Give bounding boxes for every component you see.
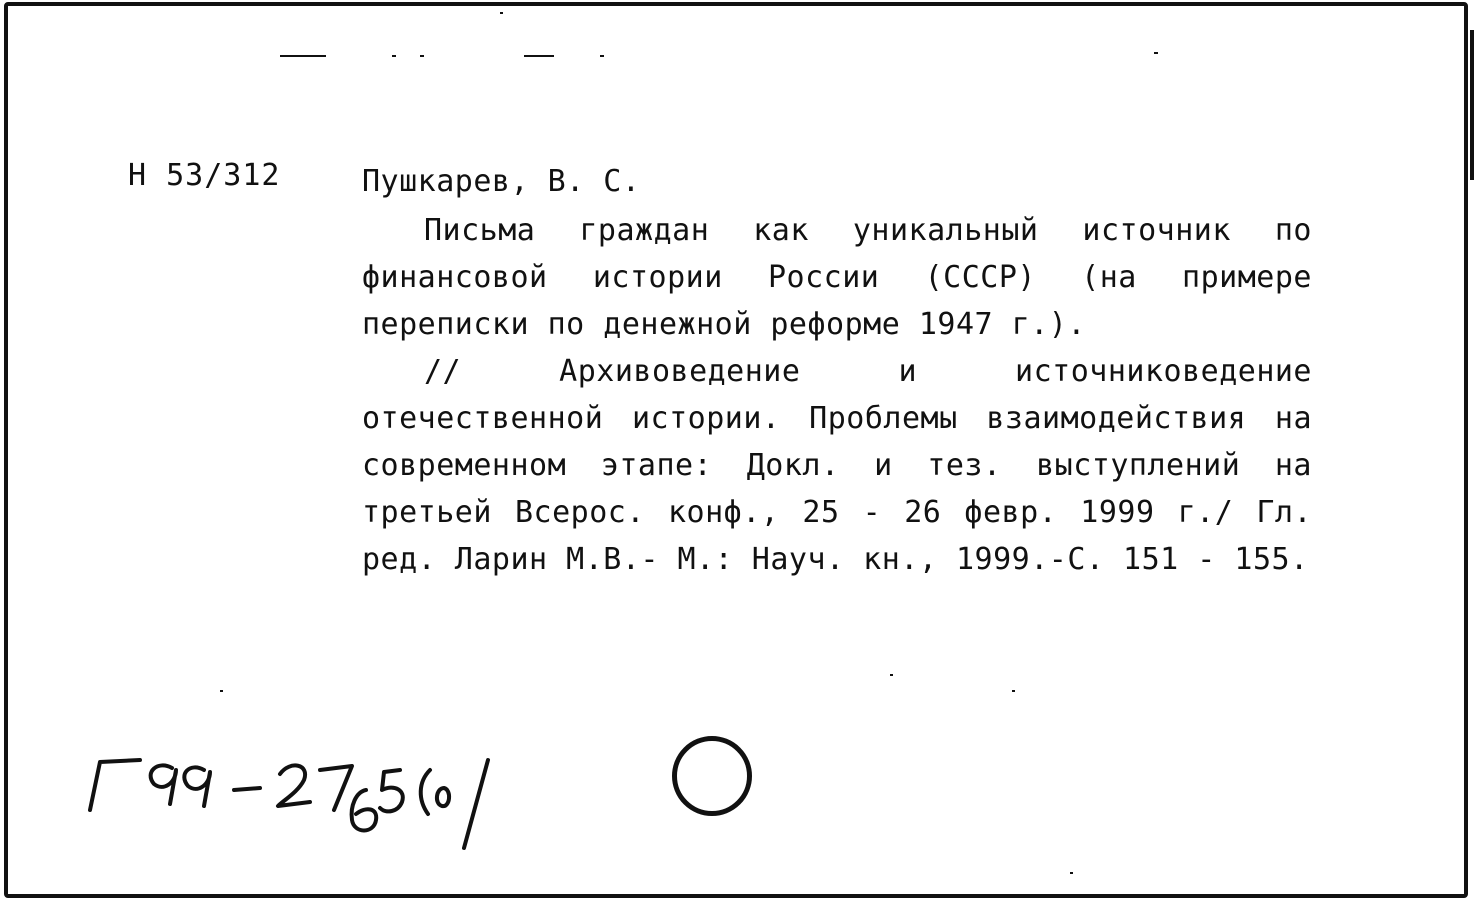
punch-hole-icon xyxy=(672,736,752,816)
handwritten-accession-code xyxy=(84,730,524,870)
publication-source: // Архивоведение и источниковедение отечественной истории. Проблемы взаимодействия на современном этапе: Докл. и тез. выступлений на третьей Всерос. конф., 25 - 26 февр. 1999 г./ Гл. ред. Ларин М.В.- М.: Науч. кн., 1999.-С. 151 - 155. xyxy=(362,354,1312,577)
bibliographic-entry xyxy=(362,158,1312,583)
author: Пушкарев, В. С. xyxy=(362,164,641,199)
work-title: Письма граждан как уникальный источник по финансовой истории России (СССР) (на примере переписки по денежной реформе 1947 г.). xyxy=(362,213,1312,342)
shelf-mark: Н 53/312 xyxy=(128,158,281,193)
card-edge-mark xyxy=(1470,30,1474,180)
